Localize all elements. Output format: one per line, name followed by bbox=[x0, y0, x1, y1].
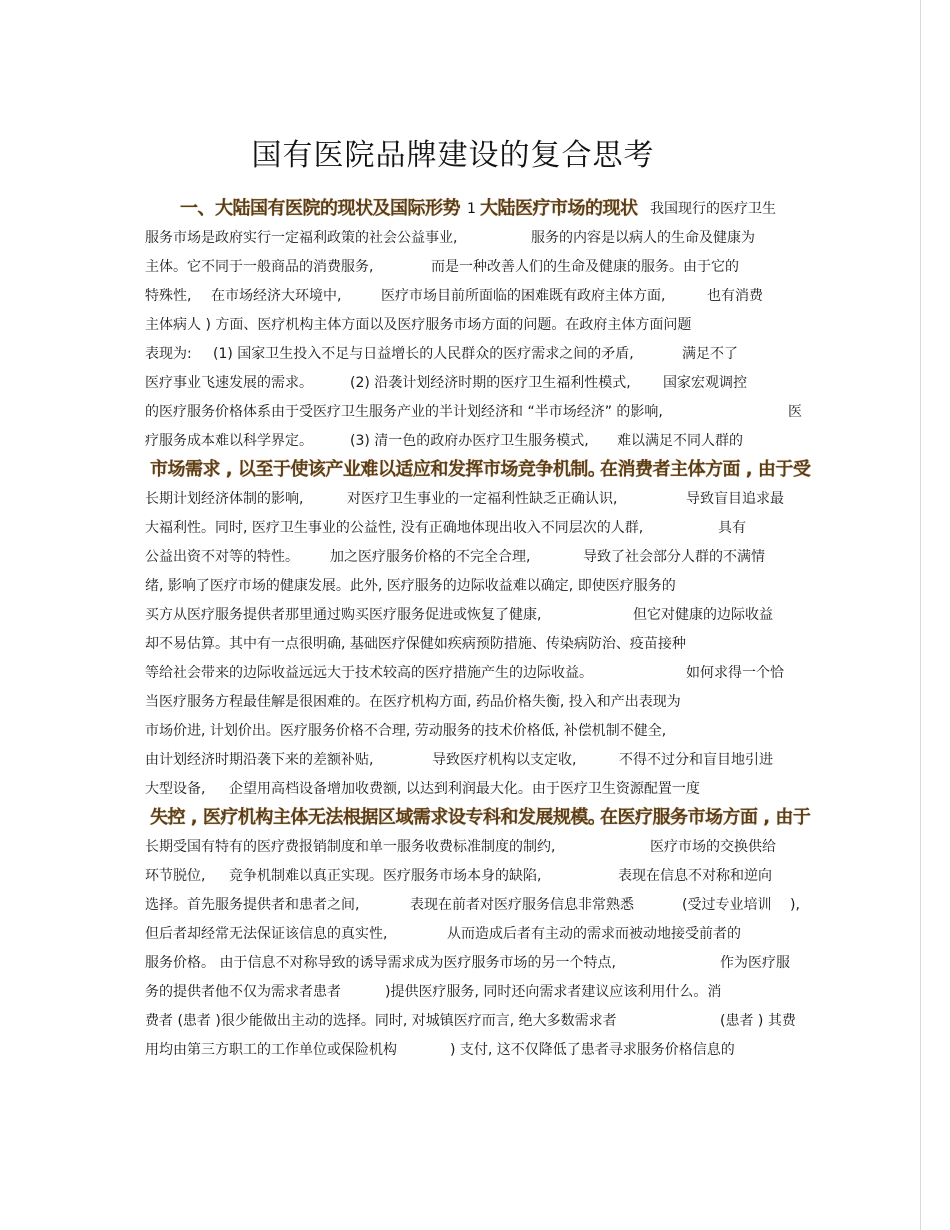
text-line bbox=[145, 978, 805, 1007]
text-segment: 疗服务成本难以科学界定。 bbox=[145, 433, 313, 449]
text-segment: 导致盲目追求最 bbox=[686, 491, 784, 507]
text-line bbox=[145, 572, 805, 601]
emphasized-text-segment: 失控 , 医疗机构主体无法根据区域需求设专科和发展规模。 bbox=[150, 807, 606, 828]
text-segment: 却不易估算。其中有一点很明确, 基础医疗保健如疾病预防措施、传染病防治、疫苗接种 bbox=[145, 636, 686, 652]
text-segment: 市场价进, 计划价出。医疗服务价格不合理, 劳动服务的技术价格低, 补偿机制不健全, bbox=[145, 723, 667, 739]
text-segment: 环节脱位, bbox=[145, 868, 206, 884]
text-line bbox=[145, 804, 811, 833]
text-line bbox=[145, 920, 805, 949]
text-segment: 1 bbox=[467, 201, 476, 217]
text-segment: (受过专业培训 bbox=[682, 897, 772, 913]
text-segment: (1) 国家卫生投入不足与日益增长的人民群众的医疗需求之间的矛盾, bbox=[213, 346, 634, 362]
emphasized-text-segment: 市场需求 , 以至于使该产业难以适应和发挥市场竞争机制。 bbox=[150, 459, 606, 480]
text-segment: 从而造成后者有主动的需求而被动地接受前者的 bbox=[447, 926, 741, 942]
text-segment: 长期受国有特有的医疗费报销制度和单一服务收费标准制度的制约, bbox=[145, 839, 556, 855]
text-segment: 医疗市场目前所面临的困难既有政府主体方面, bbox=[381, 288, 666, 304]
text-segment: 满足不了 bbox=[682, 346, 738, 362]
text-line bbox=[145, 833, 805, 862]
text-segment: 具有 bbox=[718, 520, 746, 536]
text-segment: 作为医疗服 bbox=[720, 955, 790, 971]
text-line bbox=[145, 775, 805, 804]
text-line bbox=[145, 456, 811, 485]
text-line bbox=[145, 398, 805, 427]
text-segment: 选择。首先服务提供者和患者之间, bbox=[145, 897, 360, 913]
text-segment: 服务的内容是以病人的生命及健康为 bbox=[531, 230, 755, 246]
text-segment: 等给社会带来的边际收益远远大于技术较高的医疗措施产生的边际收益。 bbox=[145, 665, 593, 681]
text-segment: 不得不过分和盲目地引进 bbox=[619, 752, 773, 768]
text-line bbox=[145, 659, 805, 688]
text-segment: 的医疗服务价格体系由于受医疗卫生服务产业的半计划经济和 “半市场经济” 的影响, bbox=[145, 404, 663, 420]
text-line bbox=[145, 543, 805, 572]
emphasized-text-segment: 一、大陆国有医院的现状及国际形势 bbox=[180, 198, 460, 219]
text-segment: 买方从医疗服务提供者那里通过购买医疗服务促进或恢复了健康, bbox=[145, 607, 542, 623]
text-line bbox=[145, 688, 805, 717]
text-segment: 长期计划经济体制的影响, bbox=[145, 491, 304, 507]
text-line bbox=[145, 253, 805, 282]
text-segment: 医 bbox=[788, 404, 802, 420]
document-body bbox=[145, 195, 811, 1065]
text-segment: 导致医疗机构以支定收, bbox=[432, 752, 577, 768]
text-line bbox=[145, 1007, 805, 1036]
text-segment: 表现为: bbox=[145, 346, 192, 362]
text-line bbox=[145, 601, 805, 630]
text-segment: 主体病人 ) 方面、医疗机构主体方面以及医疗服务市场方面的问题。在政府主体方面问题 bbox=[145, 317, 692, 333]
text-line bbox=[145, 514, 805, 543]
text-segment: 由计划经济时期沿袭下来的差额补贴, bbox=[145, 752, 374, 768]
text-segment: 但它对健康的边际收益 bbox=[633, 607, 773, 623]
text-segment: 医疗市场的交换供给 bbox=[650, 839, 776, 855]
text-segment: 如何求得一个恰 bbox=[686, 665, 784, 681]
text-line bbox=[145, 195, 805, 224]
emphasized-text-segment: 在消费者主体方面 , 由于受 bbox=[600, 459, 811, 480]
text-line bbox=[145, 340, 805, 369]
text-line bbox=[145, 369, 805, 398]
text-segment: 当医疗服务方程最佳解是很困难的。在医疗机构方面, 药品价格失衡, 投入和产出表现为 bbox=[145, 694, 681, 710]
text-line bbox=[145, 746, 805, 775]
text-segment: 大型设备, bbox=[145, 781, 206, 797]
text-segment: 竞争机制难以真正实现。医疗服务市场本身的缺陷, bbox=[229, 868, 542, 884]
text-line bbox=[145, 224, 805, 253]
text-segment: 服务市场是政府实行一定福利政策的社会公益事业, bbox=[145, 230, 458, 246]
text-segment: (患者 ) 其费 bbox=[720, 1013, 796, 1029]
text-segment: 对医疗卫生事业的一定福利性缺乏正确认识, bbox=[347, 491, 618, 507]
text-line bbox=[145, 1036, 805, 1065]
emphasized-text-segment: 大陆医疗市场的现状 bbox=[480, 198, 638, 219]
text-line bbox=[145, 427, 805, 456]
text-line bbox=[145, 717, 805, 746]
text-segment: 主体。它不同于一般商品的消费服务, bbox=[145, 259, 374, 275]
text-line bbox=[145, 949, 805, 978]
text-segment: (3) 清一色的政府办医疗卫生服务模式, bbox=[350, 433, 589, 449]
text-segment: 服务价格。 由于信息不对称导致的诱导需求成为医疗服务市场的另一个特点, bbox=[145, 955, 616, 971]
text-line bbox=[145, 862, 805, 891]
text-segment: 大福利性。同时, 医疗卫生事业的公益性, 没有正确地体现出收入不同层次的人群, bbox=[145, 520, 644, 536]
text-line bbox=[145, 311, 805, 340]
text-segment: ), bbox=[790, 897, 800, 913]
text-line bbox=[145, 891, 805, 920]
text-segment: 在市场经济大环境中, bbox=[211, 288, 342, 304]
document-title: 国有医院品牌建设的复合思考 bbox=[251, 138, 655, 173]
text-line bbox=[145, 485, 805, 514]
text-segment: 国家宏观调控 bbox=[663, 375, 747, 391]
text-segment: 但后者却经常无法保证该信息的真实性, bbox=[145, 926, 388, 942]
text-segment: 表现在前者对医疗服务信息非常熟悉 bbox=[410, 897, 634, 913]
text-segment: 我国现行的医疗卫生 bbox=[650, 201, 776, 217]
text-segment: (2) 沿袭计划经济时期的医疗卫生福利性模式, bbox=[350, 375, 631, 391]
emphasized-text-segment: 在医疗服务市场方面 , 由于 bbox=[600, 807, 811, 828]
text-segment: 难以满足不同人群的 bbox=[617, 433, 743, 449]
text-segment: 加之医疗服务价格的不完全合理, bbox=[330, 549, 531, 565]
text-segment: 公益出资不对等的特性。 bbox=[145, 549, 299, 565]
text-segment: 绪, 影响了医疗市场的健康发展。此外, 医疗服务的边际收益难以确定, 即使医疗服务的 bbox=[145, 578, 676, 594]
text-segment: 也有消费 bbox=[707, 288, 763, 304]
text-segment: 特殊性, bbox=[145, 288, 192, 304]
text-segment: 务的提供者他不仅为需求者患者 bbox=[145, 984, 341, 1000]
text-segment: 表现在信息不对称和逆向 bbox=[618, 868, 772, 884]
text-line bbox=[145, 630, 805, 659]
page-edge-rule bbox=[920, 0, 921, 1230]
text-line bbox=[145, 282, 805, 311]
text-segment: 费者 (患者 )很少能做出主动的选择。同时, 对城镇医疗而言, 绝大多数需求者 bbox=[145, 1013, 617, 1029]
text-segment: 导致了社会部分人群的不满情 bbox=[583, 549, 765, 565]
text-segment: 企望用高档设备增加收费额, 以达到利润最大化。由于医疗卫生资源配置一度 bbox=[229, 781, 700, 797]
text-segment: 用均由第三方职工的工作单位或保险机构 bbox=[145, 1042, 397, 1058]
text-segment: )提供医疗服务, 同时还向需求者建议应该利用什么。消 bbox=[385, 984, 722, 1000]
text-segment: 医疗事业飞速发展的需求。 bbox=[145, 375, 313, 391]
text-segment: ) 支付, 这不仅降低了患者寻求服务价格信息的 bbox=[450, 1042, 735, 1058]
text-segment: 而是一种改善人们的生命及健康的服务。由于它的 bbox=[431, 259, 739, 275]
